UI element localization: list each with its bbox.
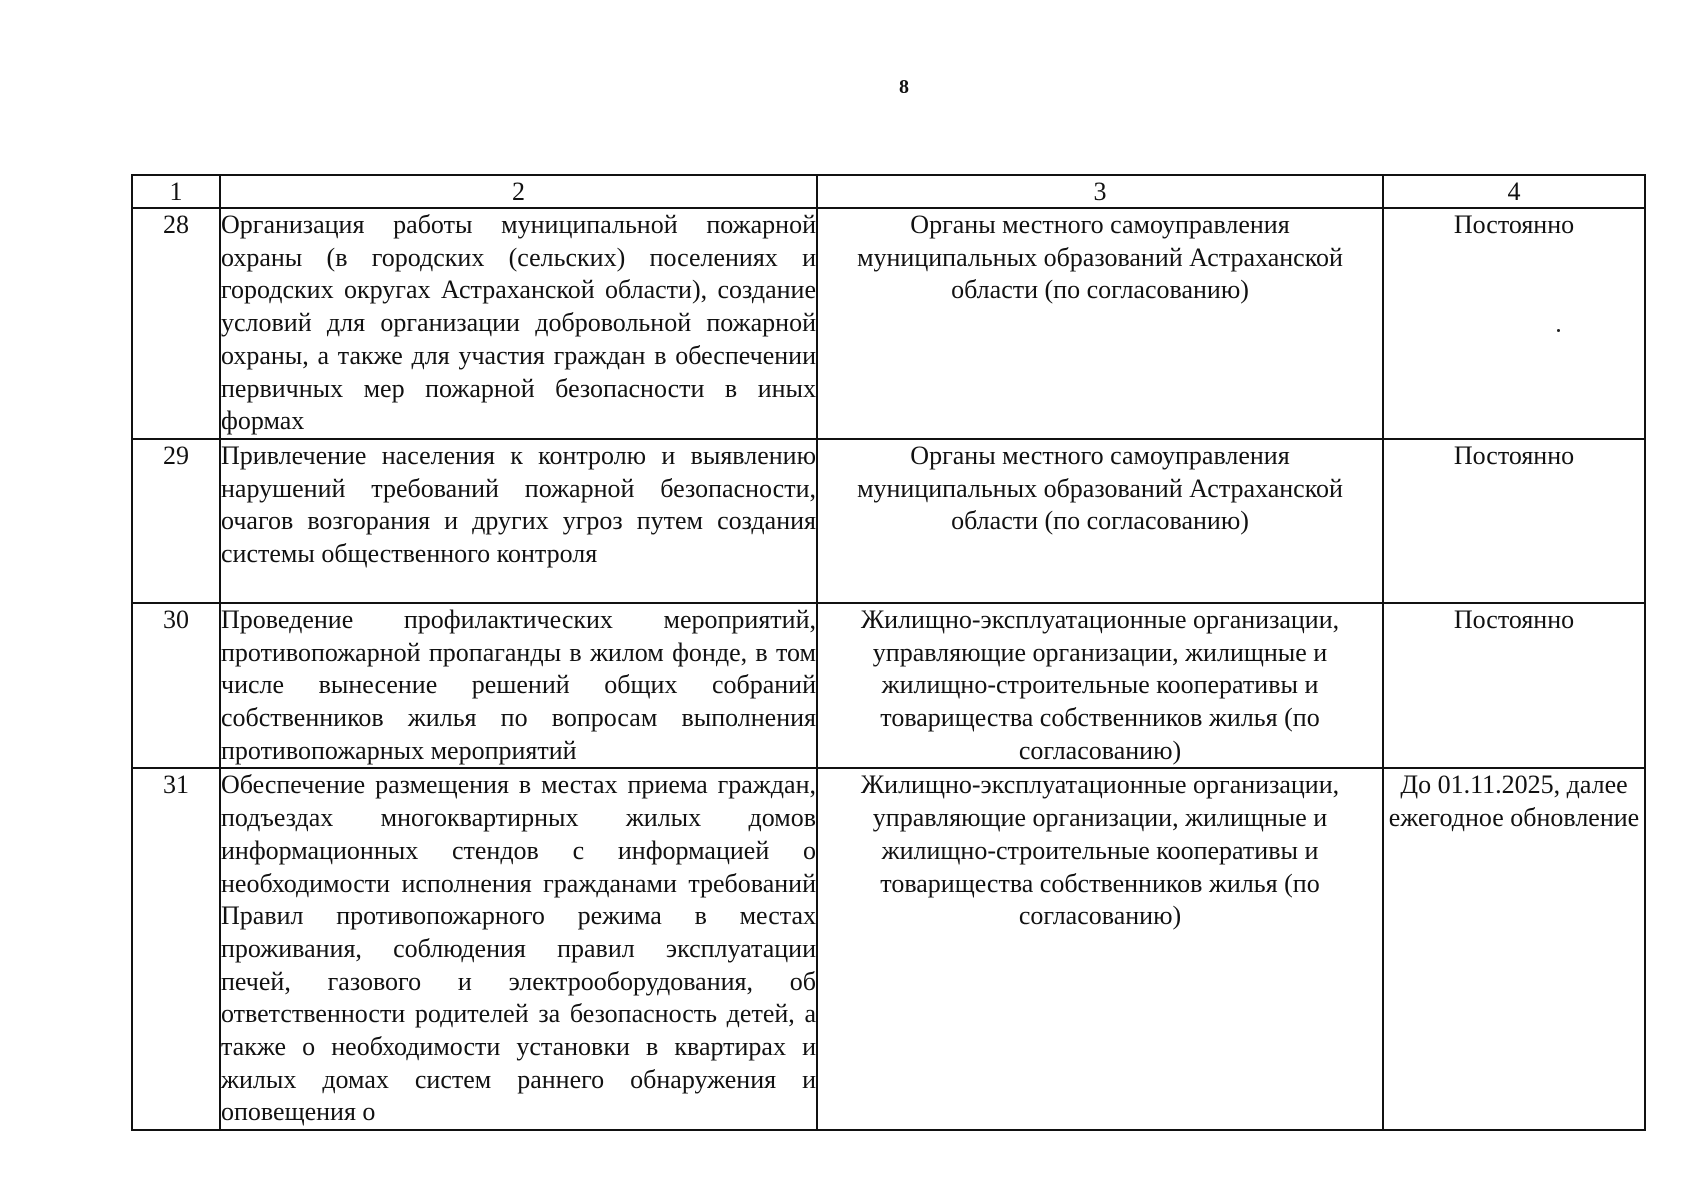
responsible-party: Жилищно-эксплуатационные организации, управляющие организации, жилищные и жилищно-строительные кооперативы и товарищества собственников жилья (по согласованию) [817, 603, 1383, 769]
deadline: Постоянно [1383, 208, 1645, 439]
scan-speck [1557, 329, 1560, 332]
header-col-4: 4 [1383, 175, 1645, 208]
row-number: 28 [132, 208, 220, 439]
header-col-1: 1 [132, 175, 220, 208]
measures-table [131, 174, 1646, 1131]
deadline: Постоянно [1383, 603, 1645, 769]
measure-description: Организация работы муниципальной пожарной охраны (в городских (сельских) поселениях и городских округах Астраханской области), создание условий для организации добровольной пожарной охраны, а также для участия граждан в обеспечении первичных мер пожарной безопасности в иных формах [220, 208, 817, 439]
table-row [132, 768, 1645, 1130]
responsible-party: Органы местного самоуправления муниципальных образований Астраханской области (по согласованию) [817, 208, 1383, 439]
row-number: 31 [132, 768, 220, 1130]
row-number: 30 [132, 603, 220, 769]
table-row [132, 603, 1645, 769]
page-number: 8 [899, 76, 909, 98]
header-col-3: 3 [817, 175, 1383, 208]
measure-description: Привлечение населения к контролю и выявлению нарушений требований пожарной безопасности, очагов возгорания и других угроз путем создания системы общественного контроля [220, 439, 817, 603]
row-number: 29 [132, 439, 220, 603]
measure-description: Обеспечение размещения в местах приема граждан, подъездах многоквартирных жилых домов информационных стендов с информацией о необходимости исполнения гражданами требований Правил противопожарного режима в местах проживания, соблюдения правил эксплуатации печей, газового и электрооборудования, об ответственности родителей за безопасность детей, а также о необходимости установки в квартирах и жилых домах систем раннего обнаружения и оповещения о [220, 768, 817, 1130]
deadline: До 01.11.2025, далее ежегодное обновление [1383, 768, 1645, 1130]
table-row [132, 208, 1645, 439]
table-row [132, 439, 1645, 603]
responsible-party: Органы местного самоуправления муниципальных образований Астраханской области (по согласованию) [817, 439, 1383, 603]
header-col-2: 2 [220, 175, 817, 208]
responsible-party: Жилищно-эксплуатационные организации, управляющие организации, жилищные и жилищно-строительные кооперативы и товарищества собственников жилья (по согласованию) [817, 768, 1383, 1130]
deadline: Постоянно [1383, 439, 1645, 603]
measure-description: Проведение профилактических мероприятий, противопожарной пропаганды в жилом фонде, в том числе вынесение решений общих собраний собственников жилья по вопросам выполнения противопожарных мероприятий [220, 603, 817, 769]
table-header-row [132, 175, 1645, 208]
